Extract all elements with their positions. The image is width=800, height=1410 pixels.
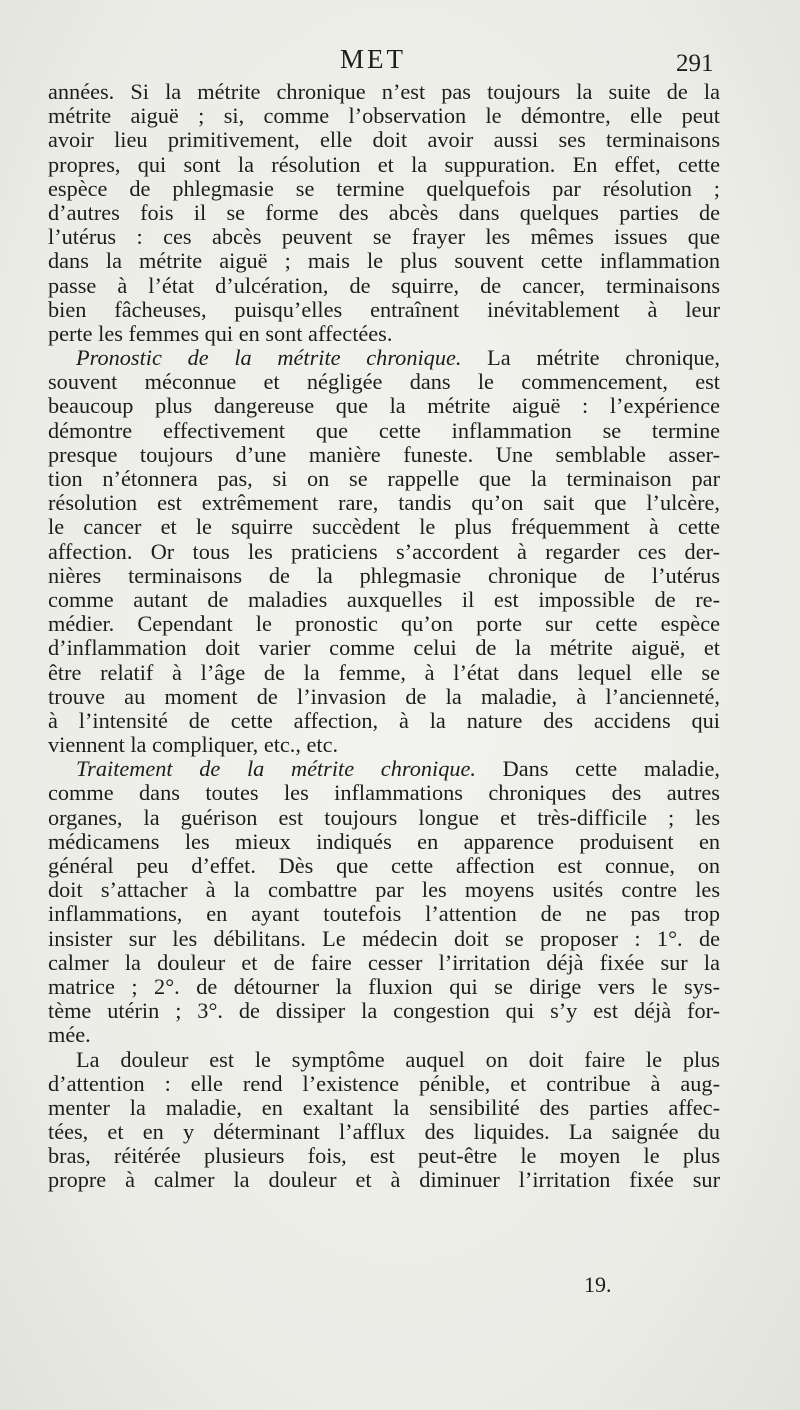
- text-line: organes, la guérison est toujours longue et très-difficile ; les: [48, 805, 720, 830]
- text-line: bien fâcheuses, puisqu’elles entraînent inévitablement à leur: [48, 297, 720, 322]
- section-heading-line: Traitement de la métrite chronique. Dans cette maladie,: [76, 757, 720, 782]
- text-line: comme dans toutes les inflammations chroniques des autres: [48, 781, 720, 806]
- text-line: inflammations, en ayant toutefois l’attention de ne pas trop: [48, 902, 720, 927]
- text-line: bras, réitérée plusieurs fois, est peut-être le moyen le plus: [48, 1144, 720, 1169]
- text-line: beaucoup plus dangereuse que la métrite aiguë : l’expérience: [48, 394, 720, 419]
- running-head: [0, 44, 800, 78]
- text-line: viennent la compliquer, etc., etc.: [48, 733, 339, 758]
- text-line: propres, qui sont la résolution et la suppuration. En effet, cette: [48, 152, 720, 177]
- running-head-title: MET: [340, 44, 406, 74]
- text-line: tion n’étonnera pas, si on se rappelle que la terminaison par: [48, 467, 720, 491]
- text-line: presque toujours d’une manière funeste. Une semblable asser-: [48, 442, 720, 467]
- text-line: calmer la douleur et de faire cesser l’irritation déjà fixée sur la: [48, 950, 720, 975]
- text-line: d’autres fois il se forme des abcès dans quelques parties de: [48, 200, 720, 225]
- text-line: dans la métrite aiguë ; mais le plus souvent cette inflammation: [48, 249, 720, 274]
- section-heading-traitement: Traitement de la métrite chronique.: [76, 757, 476, 782]
- text-line: propre à calmer la douleur et à diminuer l’irritation fixée sur: [48, 1168, 720, 1193]
- text-line: souvent méconnue et négligée dans le commencement, est: [48, 370, 720, 395]
- text-line: général peu d’effet. Dès que cette affection est connue, on: [48, 854, 720, 878]
- text-line: matrice ; 2°. de détourner la fluxion qui se dirige vers le sys-: [48, 974, 720, 999]
- text-line: comme autant de maladies auxquelles il est impossible de re-: [48, 587, 720, 612]
- text-line: espèce de phlegmasie se termine quelquefois par résolution ;: [48, 176, 720, 201]
- text-line: résolution est extrêmement rare, tandis qu’on sait que l’ulcère,: [48, 491, 720, 516]
- text-line: médier. Cependant le pronostic qu’on porte sur cette espèce: [48, 612, 720, 637]
- text-line: à l’intensité de cette affection, à la nature des accidens qui: [48, 708, 720, 733]
- section-heading-pronostic: Pronostic de la métrite chronique.: [76, 346, 462, 371]
- text-line: nières terminaisons de la phlegmasie chronique de l’utérus: [48, 563, 720, 588]
- text-line: être relatif à l’âge de la femme, à l’état dans lequel elle se: [48, 660, 720, 685]
- text-line: insister sur les débilitans. Le médecin doit se proposer : 1°. de: [48, 926, 720, 951]
- text-line: mée.: [48, 1023, 91, 1048]
- text-line: médicamens les mieux indiqués en apparence produisent en: [48, 829, 720, 854]
- text-line: années. Si la métrite chronique n’est pas toujours la suite de la: [48, 80, 720, 104]
- text-line: La douleur est le symptôme auquel on doit faire le plus: [76, 1047, 720, 1072]
- text-line: tème utérin ; 3°. de dissiper la congestion qui s’y est déjà for-: [48, 999, 720, 1024]
- text-line: menter la maladie, en exaltant la sensibilité des parties affec-: [48, 1095, 720, 1120]
- text-line: d’inflammation doit varier comme celui de la métrite aiguë, et: [48, 636, 720, 661]
- text-line: le cancer et le squirre succèdent le plus fréquemment à cette: [48, 515, 720, 540]
- text-line: passe à l’état d’ulcération, de squirre, de cancer, terminaisons: [48, 273, 720, 298]
- section-heading-line: Pronostic de la métrite chronique. La métrite chronique,: [76, 346, 720, 371]
- text-line: d’attention : elle rend l’existence pénible, et contribue à aug-: [48, 1071, 720, 1096]
- body-text: [48, 80, 720, 1193]
- text-line: l’utérus : ces abcès peuvent se frayer les mêmes issues que: [48, 225, 720, 250]
- signature-mark: 19.: [584, 1272, 612, 1297]
- text-line: perte les femmes qui en sont affectées.: [48, 321, 393, 346]
- text-line: affection. Or tous les praticiens s’accordent à regarder ces der-: [48, 539, 720, 564]
- text-line: tées, et en y déterminant l’afflux des liquides. La saignée du: [48, 1120, 720, 1145]
- page-number: 291: [676, 50, 714, 77]
- text-line: démontre effectivement que cette inflammation se termine: [48, 418, 720, 443]
- text-line: métrite aiguë ; si, comme l’observation le démontre, elle peut: [48, 104, 720, 129]
- text-line: avoir lieu primitivement, elle doit avoir aussi ses terminaisons: [48, 128, 720, 153]
- text-line: trouve au moment de l’invasion de la maladie, à l’ancienneté,: [48, 684, 720, 709]
- text-line: doit s’attacher à la combattre par les moyens usités contre les: [48, 878, 720, 903]
